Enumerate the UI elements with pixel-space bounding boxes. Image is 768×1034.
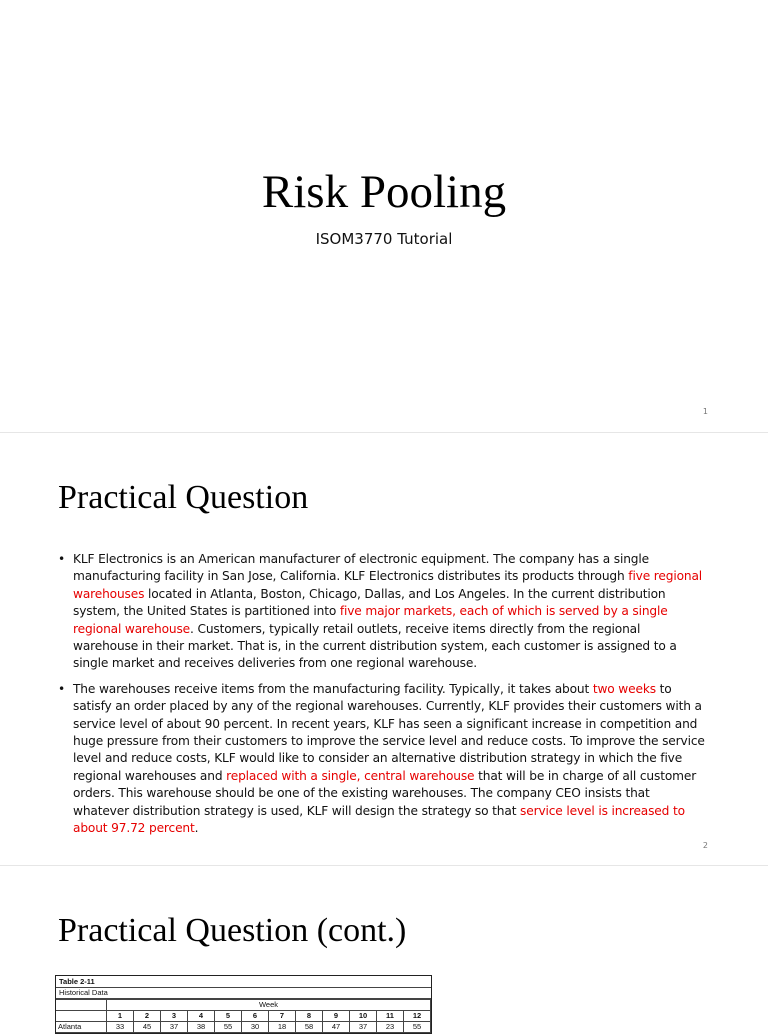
slide-heading: Practical Question (cont.) <box>58 912 407 949</box>
week-header-cell: 1 <box>107 1011 134 1022</box>
table-cell: 45 <box>134 1022 161 1033</box>
week-header-cell: 9 <box>323 1011 350 1022</box>
table-cell: 55 <box>404 1022 431 1033</box>
table-cell: 58 <box>296 1022 323 1033</box>
bullet-text: . <box>194 821 199 836</box>
table-caption: Table 2-11 <box>56 976 431 988</box>
highlighted-text: two weeks <box>592 681 656 696</box>
highlighted-text: five regional warehouses <box>73 569 703 601</box>
empty-corner-cell <box>56 1011 107 1022</box>
historical-data-table <box>55 975 432 1034</box>
bullet-text: located in Atlanta, Boston, Chicago, Dallas, and Los Angeles. In the current distribution system, the United States is partitioned into <box>73 586 666 619</box>
bullet-list <box>56 551 706 846</box>
week-header-cell: 6 <box>242 1011 269 1022</box>
empty-corner-cell <box>56 1000 107 1011</box>
week-header-cell: 7 <box>269 1011 296 1022</box>
table-cell: 23 <box>377 1022 404 1033</box>
bullet-text: The warehouses receive items from the manufacturing facility. Typically, it takes about <box>73 681 593 696</box>
week-header-row <box>56 1011 431 1022</box>
bullet-text: KLF Electronics is an American manufacturer of electronic equipment. The company has a single manufacturing facility in San Jose, California. KLF Electronics distributes its products through <box>73 552 649 584</box>
week-header-cell: 5 <box>215 1011 242 1022</box>
bullet-marker: • <box>58 552 66 566</box>
table-cell: 37 <box>161 1022 188 1033</box>
week-header-cell: 11 <box>377 1011 404 1022</box>
bullet-text: that will be in charge of all customer orders. This warehouse should be one of the existing warehouses. The company CEO insists that whatever distribution strategy is used, KLF will design the strategy so that <box>73 768 697 818</box>
title-slide <box>0 0 768 432</box>
table-cell: 18 <box>269 1022 296 1033</box>
slide-number: 2 <box>702 841 708 850</box>
week-header-cell: 12 <box>404 1011 431 1022</box>
bullet-item <box>56 551 706 673</box>
table-cell: 37 <box>350 1022 377 1033</box>
bullet-text: to satisfy an order placed by any of the regional warehouses. Currently, KLF provides their customers with a service level of about 90 percent. In recent years, KLF has seen a significant increase in competition and huge pressure from their customers to improve the service level and reduce costs. To improve the service level and reduce costs, KLF would like to consider an alternative distribution strategy in which the five regional warehouses and <box>73 681 705 783</box>
week-header-cell: 2 <box>134 1011 161 1022</box>
table-row <box>56 1022 431 1033</box>
highlighted-text: service level is increased to about 97.72 percent <box>73 803 685 836</box>
table-cell: 30 <box>242 1022 269 1033</box>
table-cell: 33 <box>107 1022 134 1033</box>
week-header-cell: 10 <box>350 1011 377 1022</box>
content-slide-practical-question <box>0 433 768 865</box>
week-header-cell: 4 <box>188 1011 215 1022</box>
table-subcaption: Historical Data <box>56 988 431 999</box>
table-cell: 55 <box>215 1022 242 1033</box>
slide-heading: Practical Question <box>58 479 309 516</box>
week-header-cell: 8 <box>296 1011 323 1022</box>
slide-number: 1 <box>702 407 708 416</box>
highlighted-text: five major markets, each of which is served by a single regional warehouse <box>73 604 668 636</box>
table-cell: 38 <box>188 1022 215 1033</box>
highlighted-text: replaced with a single, central warehouse <box>226 768 475 783</box>
presentation-subtitle: ISOM3770 Tutorial <box>315 230 453 248</box>
bullet-text: . Customers, typically retail outlets, receive items directly from the regional warehouse in their market. That is, in the current distribution system, each customer is assigned to a single market and receives deliveries from one regional warehouse. <box>73 621 677 671</box>
week-header-cell: 3 <box>161 1011 188 1022</box>
bullet-item <box>56 681 706 838</box>
group-header-cell: Week <box>107 1000 431 1011</box>
presentation-title: Risk Pooling <box>261 166 507 218</box>
content-slide-practical-question-cont <box>0 866 768 1031</box>
bullet-marker: • <box>58 681 66 696</box>
data-grid <box>56 999 431 1033</box>
table-cell: 47 <box>323 1022 350 1033</box>
row-label-cell: Atlanta <box>56 1022 107 1033</box>
